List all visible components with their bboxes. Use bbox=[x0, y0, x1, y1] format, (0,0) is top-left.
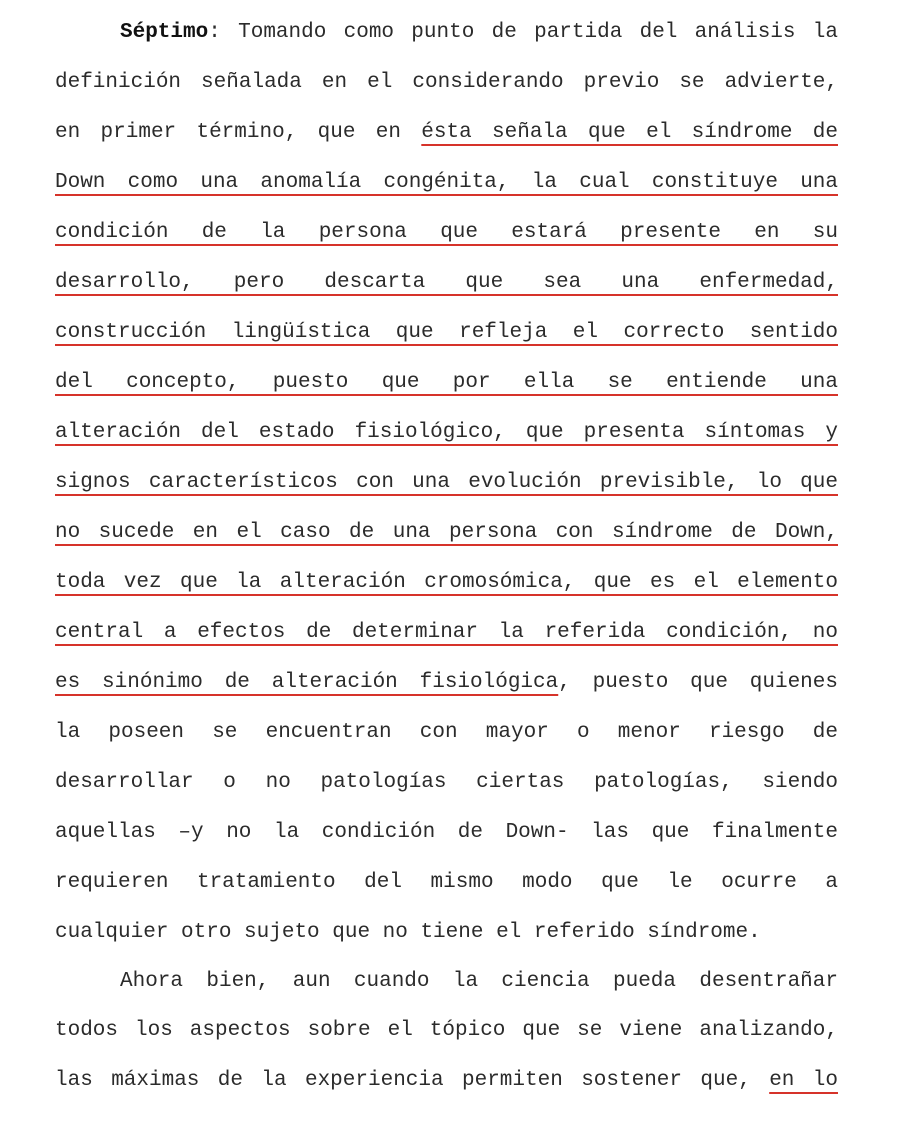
underlined-text-run: Down como una anomalía congénita, la cual constituye una bbox=[55, 171, 838, 194]
text-line bbox=[55, 168, 838, 198]
underlined-text-run: en lo bbox=[769, 1069, 838, 1092]
text-line bbox=[55, 618, 838, 648]
text-run: Tomando como punto de partida del análisis la bbox=[220, 21, 838, 44]
text-run: Ahora bien, aun cuando la ciencia pueda desentrañar bbox=[120, 970, 838, 993]
text-line bbox=[55, 318, 838, 348]
text-line bbox=[55, 1066, 838, 1096]
text-run: la poseen se encuentran con mayor o menor riesgo de bbox=[55, 721, 838, 744]
underlined-text-run: desarrollo, pero descarta que sea una enfermedad, bbox=[55, 271, 838, 294]
section-heading: Séptimo bbox=[120, 21, 209, 44]
text-line bbox=[55, 818, 838, 848]
text-line bbox=[55, 868, 838, 898]
text-line bbox=[55, 68, 838, 98]
underlined-text-run: condición de la persona que estará presente en su bbox=[55, 221, 838, 244]
underlined-text-run: es sinónimo de alteración fisiológica bbox=[55, 671, 559, 694]
underlined-text-run: toda vez que la alteración cromosómica, que es el elemento bbox=[55, 571, 838, 594]
text-run: en primer término, que en bbox=[55, 121, 422, 144]
text-line bbox=[55, 518, 838, 548]
text-run: desarrollar o no patologías ciertas patologías, siendo bbox=[55, 771, 838, 794]
text-run: todos los aspectos sobre el tópico que se viene analizando, bbox=[55, 1019, 838, 1042]
underlined-text-run: alteración del estado fisiológico, que presenta síntomas y bbox=[55, 421, 838, 444]
underlined-text-run: no sucede en el caso de una persona con síndrome de Down, bbox=[55, 521, 838, 544]
text-line bbox=[120, 18, 838, 48]
text-run: : bbox=[208, 21, 221, 44]
text-line bbox=[55, 268, 838, 298]
text-line bbox=[55, 118, 838, 148]
text-line bbox=[55, 368, 838, 398]
text-line bbox=[55, 718, 838, 748]
underlined-text-run: construcción lingüística que refleja el correcto sentido bbox=[55, 321, 838, 344]
underlined-text-run: central a efectos de determinar la referida condición, no bbox=[55, 621, 838, 644]
text-line bbox=[55, 668, 838, 698]
text-line bbox=[120, 967, 838, 997]
text-run: , puesto que quienes bbox=[558, 671, 838, 694]
underlined-text-run: del concepto, puesto que por ella se entiende una bbox=[55, 371, 838, 394]
text-run: requieren tratamiento del mismo modo que le ocurre a bbox=[55, 871, 838, 894]
text-line bbox=[55, 768, 838, 798]
text-line bbox=[55, 218, 838, 248]
text-run: cualquier otro sujeto que no tiene el referido síndrome. bbox=[55, 921, 761, 944]
text-run: definición señalada en el considerando previo se advierte, bbox=[55, 71, 838, 94]
text-line bbox=[55, 568, 838, 598]
text-line bbox=[55, 918, 838, 948]
text-line bbox=[55, 468, 838, 498]
underlined-text-run: signos característicos con una evolución previsible, lo que bbox=[55, 471, 838, 494]
text-line bbox=[55, 1016, 838, 1046]
text-line bbox=[55, 418, 838, 448]
underlined-text-run: ésta señala que el síndrome de bbox=[421, 121, 838, 144]
text-run: aquellas –y no la condición de Down- las que finalmente bbox=[55, 821, 838, 844]
text-run: las máximas de la experiencia permiten sostener que, bbox=[55, 1069, 770, 1092]
